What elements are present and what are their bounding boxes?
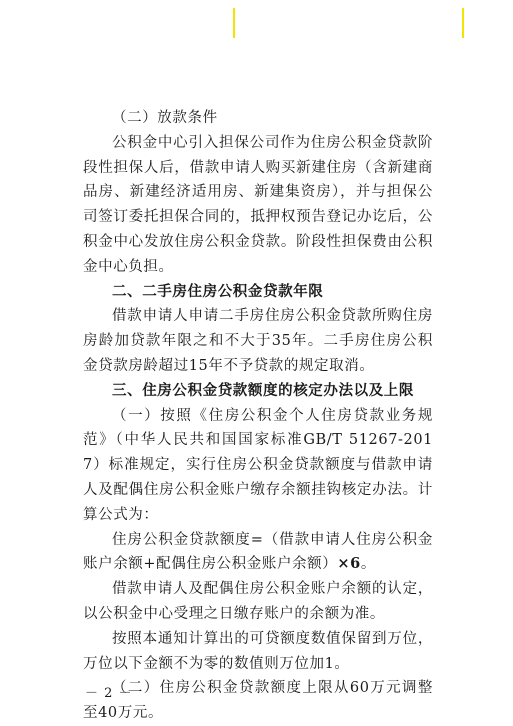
document-body — [83, 106, 433, 726]
formula-end: 。 — [360, 556, 376, 573]
paragraph-rounding: 按照本通知计算出的可贷额度数值保留到万位，万位以下金额不为零的数值则万位加1。 — [83, 630, 433, 672]
paragraph-guarantee: 公积金中心引入担保公司作为住房公积金贷款阶段性担保人后，借款申请人购买新建住房（含新建商品房、新建经济适用房、新建集资房），并与担保公司签订委托担保合同的，抵押权预告登记办讫后，公积金中心发放住房公积金贷款。阶段性担保费由公积金中心负担。 — [83, 134, 433, 275]
paragraph-upper-limit: （二）住房公积金贷款额度上限从60万元调整至40万元。 — [83, 680, 433, 722]
formula-text: 住房公积金贷款额度=（借款申请人住房公积金账户余额+配偶住房公积金账户余额） — [83, 531, 433, 573]
paragraph-formula — [83, 528, 433, 578]
scan-mark-right — [462, 8, 464, 38]
scan-mark-left — [233, 8, 235, 38]
paragraph-standard: （一）按照《住房公积金个人住房贷款业务规范》（中华人民共和国国家标准GB/T 51267-2017）标准规定，实行住房公积金贷款额度与借款申请人及配偶住房公积金账户缴存余额挂钩核定办法。计算公式为： — [83, 407, 433, 523]
paragraph-loan-term: 借款申请人申请二手房住房公积金贷款所购住房房龄加贷款年限之和不大于35年。二手房住房公积金贷款房龄超过15年不予贷款的规定取消。 — [83, 308, 433, 374]
heading-loan-amount: 三、住房公积金贷款额度的核定办法以及上限 — [112, 382, 414, 399]
page-number: － 2 － — [85, 686, 133, 701]
paragraph-balance-recognition: 借款申请人及配偶住房公积金账户余额的认定，以公积金中心受理之日缴存账户的余额为准。 — [83, 581, 433, 622]
formula-multiplier: ×6 — [337, 555, 361, 573]
section-loan-release-conditions: （二）放款条件 — [112, 110, 218, 126]
heading-second-hand-loan-term: 二、二手房住房公积金贷款年限 — [112, 283, 324, 300]
